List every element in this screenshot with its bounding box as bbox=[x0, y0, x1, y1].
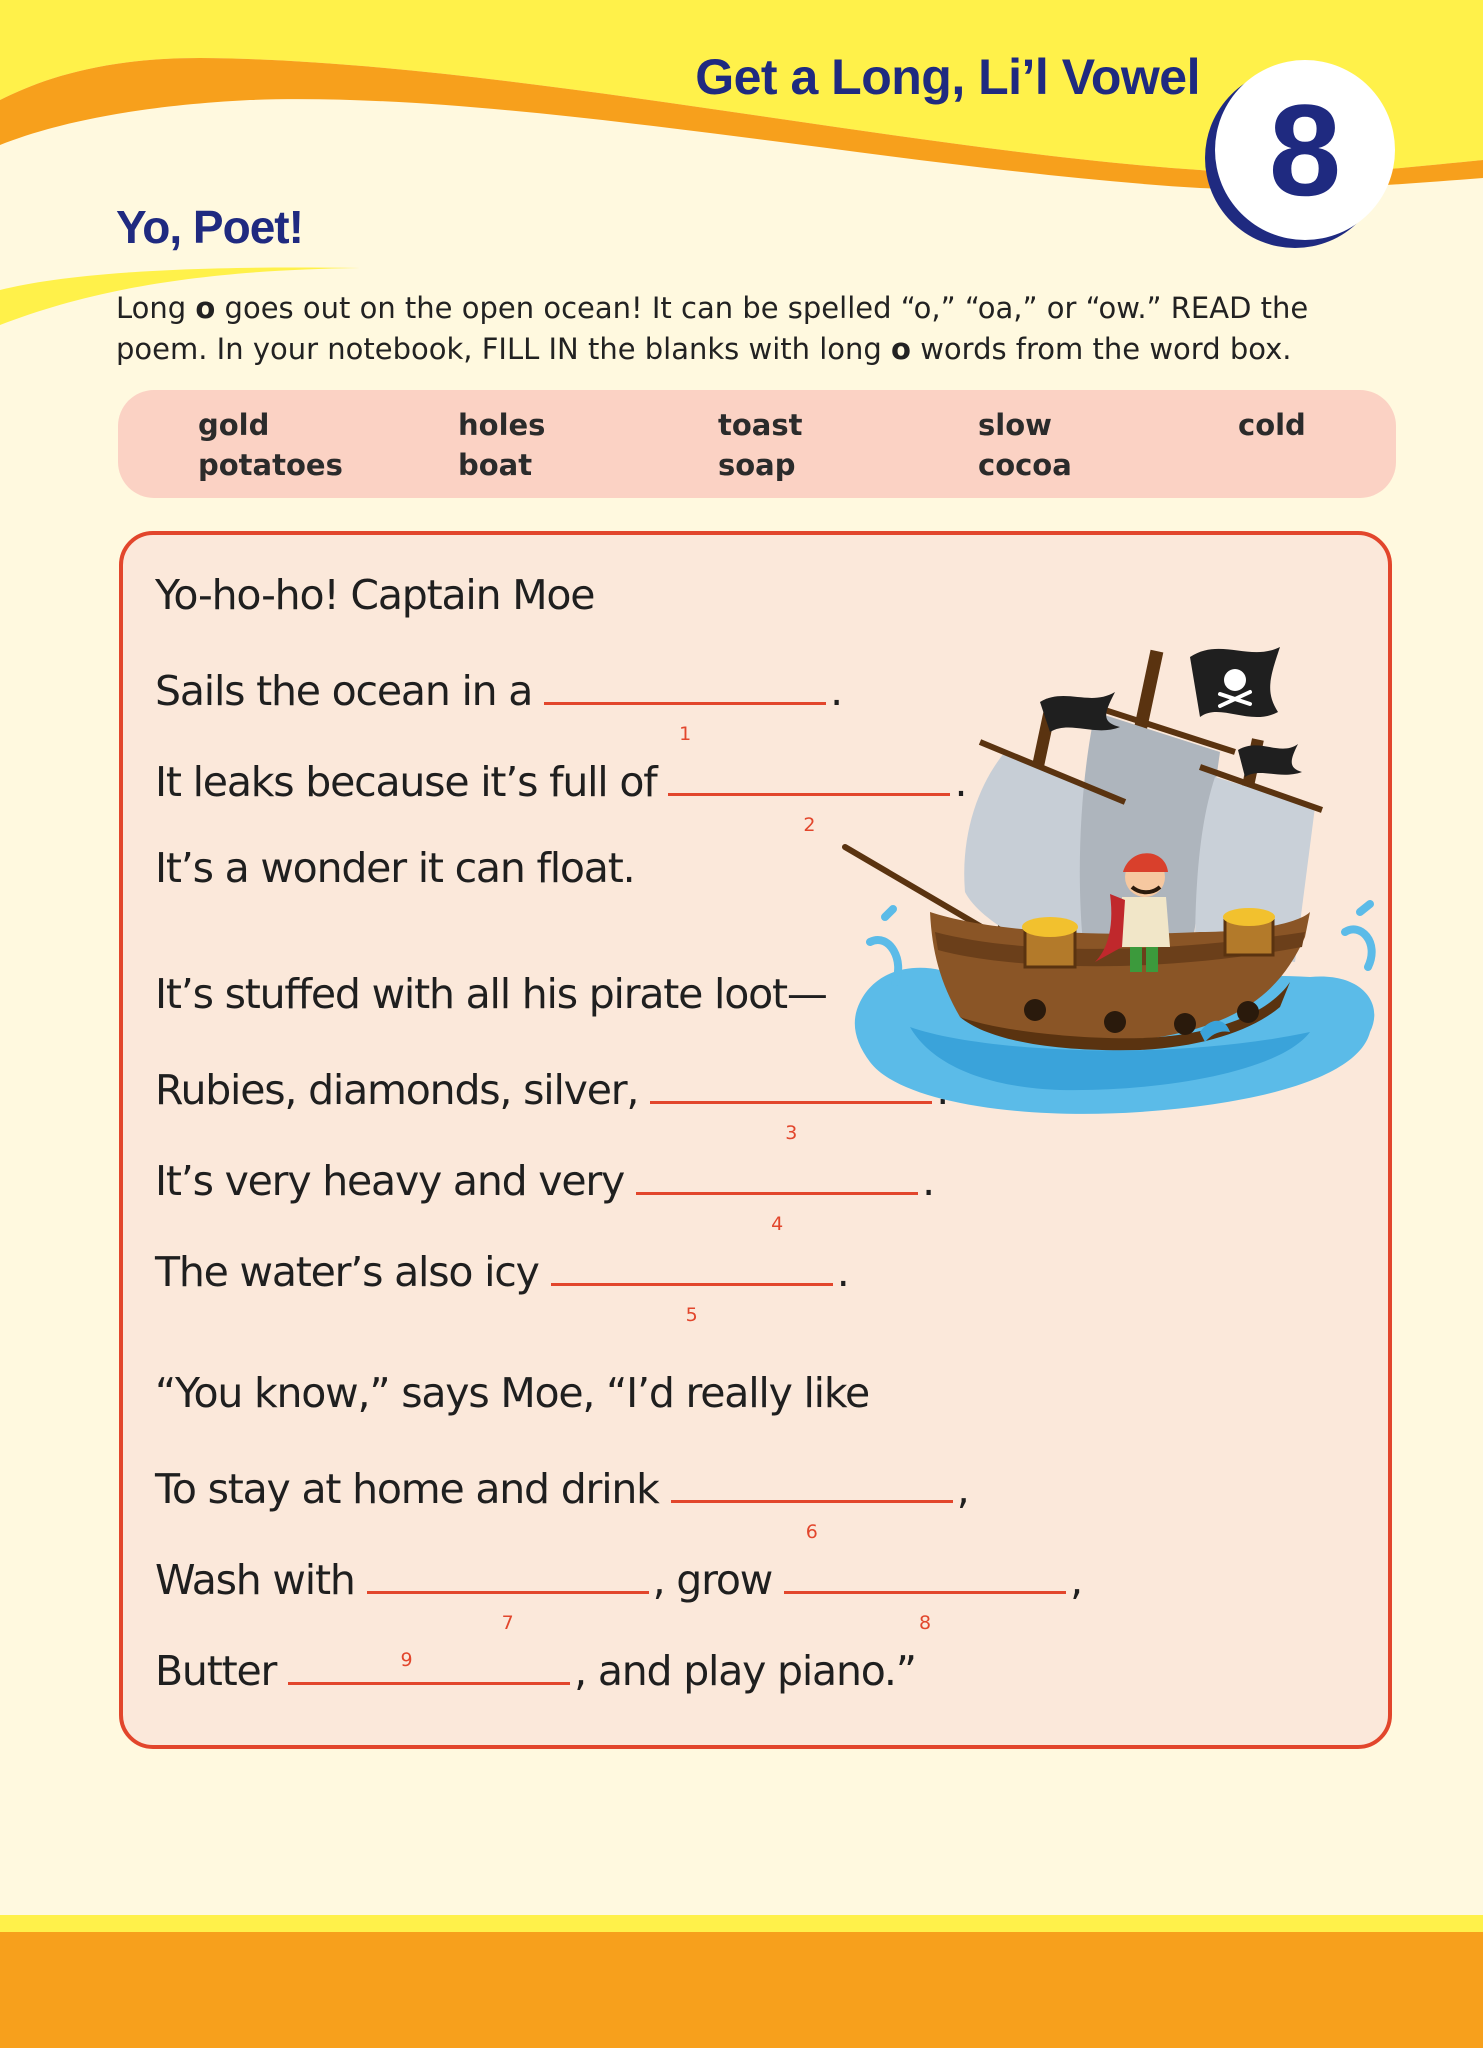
poem-line bbox=[155, 1551, 1082, 1634]
word-box-item: gold bbox=[198, 408, 270, 442]
blank-number: 8 bbox=[919, 1612, 932, 1634]
poem-text: It’s a wonder it can float. bbox=[155, 844, 635, 892]
blank-number: 3 bbox=[785, 1122, 798, 1144]
blank-number: 5 bbox=[685, 1304, 698, 1326]
poem-text: “You know,” says Moe, “I’d really like bbox=[155, 1369, 869, 1417]
instructions-part: Long bbox=[116, 291, 196, 325]
poem-line bbox=[155, 1152, 934, 1235]
poem-line bbox=[155, 1460, 969, 1543]
poem-line bbox=[155, 571, 594, 619]
blank-number: 6 bbox=[805, 1521, 818, 1543]
word-box-item: cold bbox=[1238, 408, 1306, 442]
word-box-item: toast bbox=[718, 408, 803, 442]
blank-number: 2 bbox=[803, 814, 816, 836]
blank-number: 7 bbox=[501, 1612, 514, 1634]
poem-line bbox=[155, 1369, 869, 1417]
poem-text: The water’s also icy bbox=[155, 1248, 539, 1296]
fill-in-blank[interactable] bbox=[367, 1551, 649, 1634]
fill-in-blank[interactable] bbox=[288, 1642, 570, 1685]
poem-text: . bbox=[830, 667, 843, 715]
poem-text: Wash with bbox=[155, 1556, 355, 1604]
fill-in-blank[interactable] bbox=[671, 1460, 953, 1543]
word-box-item: soap bbox=[718, 448, 796, 482]
instructions-part: goes out on the open ocean! It can be spelled “o,” “oa,” or “ow.” READ the poem. In your notebook, FILL IN the blanks with long bbox=[116, 291, 1309, 366]
instructions-bold-letter: o bbox=[195, 291, 216, 325]
pirate-ship-illustration bbox=[840, 632, 1385, 1127]
poem-text: , and play piano.” bbox=[574, 1647, 916, 1695]
poem-line bbox=[155, 1061, 948, 1144]
blank-number: 4 bbox=[771, 1213, 784, 1235]
poem-text: , grow bbox=[652, 1556, 773, 1604]
poem-line bbox=[155, 1642, 916, 1695]
fill-in-blank[interactable] bbox=[636, 1152, 918, 1235]
section-title: Yo, Poet! bbox=[116, 201, 303, 253]
page-title: Get a Long, Li’l Vowel bbox=[695, 49, 1200, 105]
poem-line bbox=[155, 1243, 849, 1326]
poem-text: , bbox=[956, 1465, 969, 1513]
fill-in-blank[interactable] bbox=[544, 662, 826, 745]
blank-number: 1 bbox=[679, 723, 692, 745]
instructions-text bbox=[116, 288, 1366, 370]
poem-text: It’s stuffed with all his pirate loot— bbox=[155, 970, 827, 1018]
instructions-bold-letter: o bbox=[891, 332, 911, 366]
poem-text: To stay at home and drink bbox=[155, 1465, 659, 1513]
activity-number-badge: 8 bbox=[1215, 60, 1395, 240]
footer-band bbox=[0, 1932, 1483, 2048]
poem-text: It leaks because it’s full of bbox=[155, 758, 657, 806]
poem-text: Sails the ocean in a bbox=[155, 667, 533, 715]
fill-in-blank[interactable] bbox=[551, 1243, 833, 1326]
word-box-item: potatoes bbox=[198, 448, 343, 482]
blank-number: 9 bbox=[400, 1649, 413, 1671]
fill-in-blank[interactable] bbox=[784, 1551, 1066, 1634]
poem-line bbox=[155, 844, 634, 892]
word-box-item: slow bbox=[978, 408, 1052, 442]
poem-text: Yo-ho-ho! Captain Moe bbox=[155, 571, 595, 619]
poem-text: . bbox=[954, 758, 967, 806]
poem-line bbox=[155, 662, 843, 745]
word-box-item: holes bbox=[458, 408, 546, 442]
footer-stripe bbox=[0, 1915, 1483, 1932]
poem-text: Butter bbox=[155, 1647, 277, 1695]
poem-text: . bbox=[836, 1248, 849, 1296]
word-box-item: cocoa bbox=[978, 448, 1072, 482]
word-box-item: boat bbox=[458, 448, 533, 482]
instructions-part: words from the word box. bbox=[910, 332, 1292, 366]
poem-text: , bbox=[1070, 1556, 1082, 1604]
poem-text: It’s very heavy and very bbox=[155, 1157, 625, 1205]
poem-text: . bbox=[922, 1157, 934, 1205]
poem-line bbox=[155, 970, 827, 1018]
word-box bbox=[118, 390, 1396, 498]
poem-text: Rubies, diamonds, silver, bbox=[155, 1066, 639, 1114]
